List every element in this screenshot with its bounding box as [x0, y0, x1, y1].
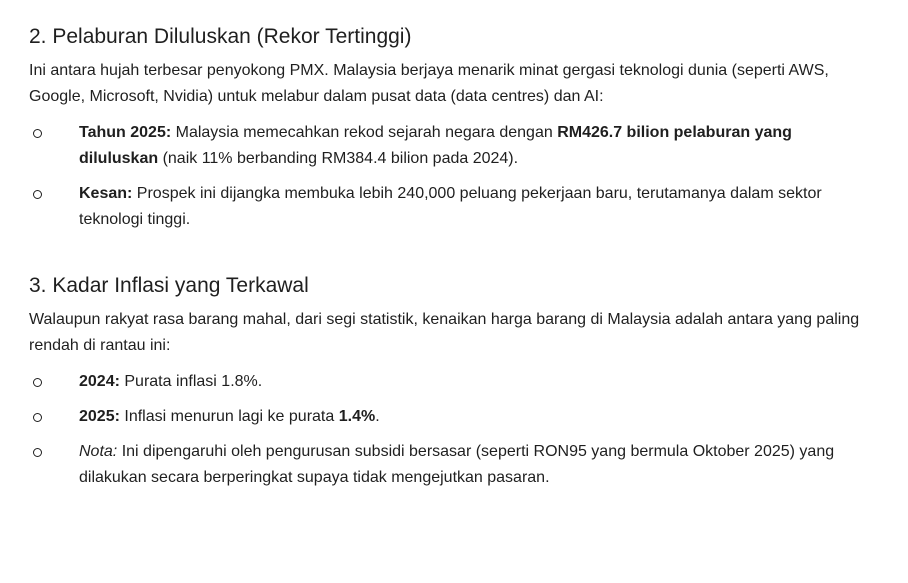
item-text: Prospek ini dijangka membuka lebih 240,000 peluang pekerjaan baru, terutamanya dalam sektor teknologi tinggi.	[79, 185, 822, 228]
item-text: Purata inflasi 1.8%.	[119, 373, 263, 390]
hollow-bullet-icon	[33, 190, 42, 199]
section-heading: 2. Pelaburan Diluluskan (Rekor Tertinggi)	[29, 25, 412, 48]
item-emphasis: 1.4%	[338, 408, 376, 425]
item-label: Tahun 2025:	[79, 124, 172, 141]
bullet-list	[29, 369, 868, 491]
item-label: 2024:	[79, 373, 120, 390]
section-heading: 3. Kadar Inflasi yang Terkawal	[29, 274, 309, 297]
hollow-bullet-icon	[33, 448, 42, 457]
hollow-bullet-icon	[33, 378, 42, 387]
item-text: Inflasi menurun lagi ke purata	[119, 408, 339, 425]
section-inflation	[29, 271, 868, 491]
item-text: .	[375, 408, 380, 425]
hollow-bullet-icon	[33, 413, 42, 422]
item-text: (naik 11% berbanding RM384.4 bilion pada 2024).	[158, 150, 519, 167]
item-emphasis: RM426.7 bilion pelaburan yang diluluskan	[79, 124, 792, 167]
list-item	[29, 369, 868, 395]
list-item	[29, 439, 868, 491]
list-item	[29, 181, 868, 233]
list-item	[29, 404, 868, 430]
item-note-label: Nota:	[79, 443, 118, 460]
item-text: Malaysia memecahkan rekod sejarah negara dengan	[171, 124, 558, 141]
item-label: 2025:	[79, 408, 120, 425]
item-text: Ini dipengaruhi oleh pengurusan subsidi bersasar (seperti RON95 yang bermula Oktober 2025) yang dilakukan secara berperingkat supaya tidak mengejutkan pasaran.	[79, 443, 835, 486]
list-item	[29, 120, 868, 172]
bullet-list	[29, 120, 868, 233]
hollow-bullet-icon	[33, 129, 42, 138]
section-intro: Walaupun rakyat rasa barang mahal, dari segi statistik, kenaikan harga barang di Malaysia adalah antara yang paling rendah di rantau ini:	[29, 311, 860, 354]
item-label: Kesan:	[79, 185, 133, 202]
section-investment	[29, 22, 868, 233]
section-intro: Ini antara hujah terbesar penyokong PMX. Malaysia berjaya menarik minat gergasi teknologi dunia (seperti AWS, Google, Microsoft, Nvidia) untuk melabur dalam pusat data (data centres) dan AI:	[29, 62, 829, 105]
